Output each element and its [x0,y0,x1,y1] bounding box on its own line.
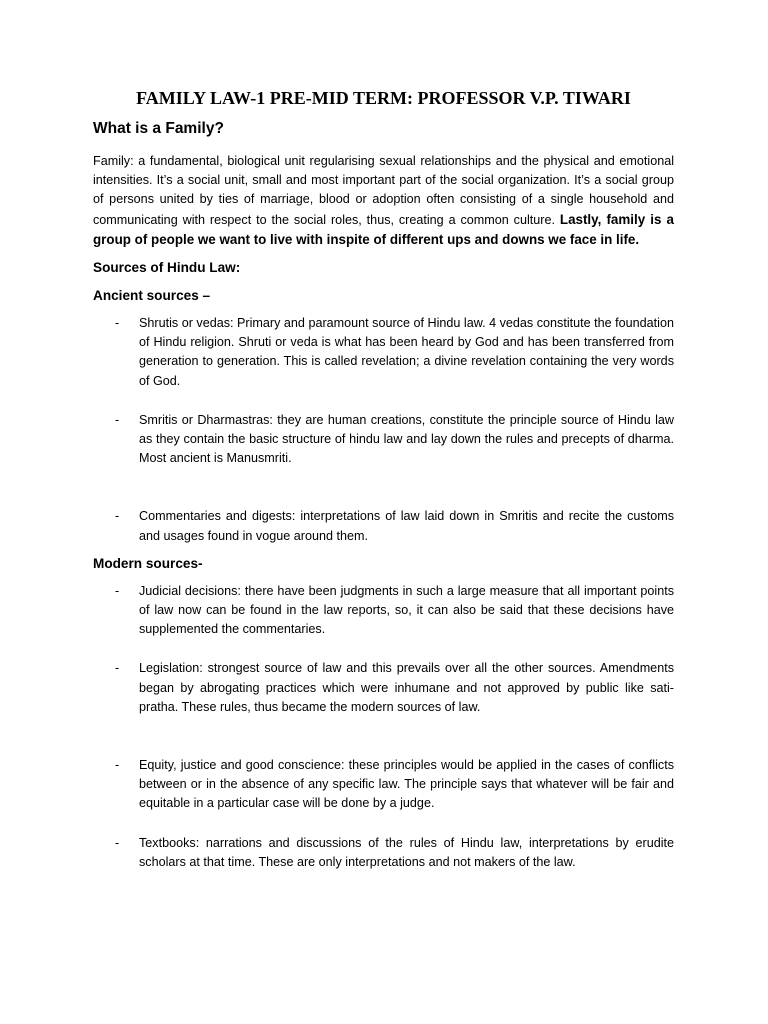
list-item-text: Shrutis or vedas: Primary and paramount source of Hindu law. 4 vedas constitute the foundation of Hindu religion. Shruti or veda is what has been heard by God and has been transferred from generation to generation. This is called revelation; a divine revelation containing the very words of God. [139,316,674,388]
list-item-text: Judicial decisions: there have been judgments in such a large measure that all important points of law now can be found in the law reports, so, it can also be said that these decisions have supplemented the commentaries. [139,583,674,637]
list-item-text: Commentaries and digests: interpretations of law laid down in Smritis and recite the customs and usages found in vogue around them. [139,509,674,543]
document-page [93,86,674,872]
list-item [93,411,674,469]
bullet-dash: - [115,412,120,427]
list-item-text: Textbooks: narrations and discussions of the rules of Hindu law, interpretations by erudite scholars at that time. These are only interpretations and not makers of the law. [139,835,674,869]
ancient-sources-heading: Ancient sources – [93,288,211,304]
bullet-dash: - [115,583,120,598]
bullet-dash: - [115,835,120,850]
list-item [93,314,674,391]
intro-bold-text: Lastly, family is a group of people we want to live with inspite of different ups and downs we face in life. [93,211,674,247]
list-item [93,659,674,717]
section-heading-family: What is a Family? [93,120,224,137]
bullet-dash: - [115,758,120,773]
list-item-text: Smritis or Dharmastras: they are human creations, constitute the principle source of Hindu law as they contain the basic structure of hindu law and lay down the rules and precepts of dharma. Most ancient is Manusmriti. [139,412,674,466]
modern-sources-heading: Modern sources- [93,555,203,571]
modern-sources-list [93,582,674,872]
bullet-dash: - [115,316,120,331]
list-item-text: Legislation: strongest source of law and this prevails over all the other sources. Amendments began by abrogating practices which were inhumane and not approved by public like sati-pratha. These rules, thus became the modern sources of law. [139,661,674,714]
sources-heading: Sources of Hindu Law: [93,260,241,276]
intro-paragraph [93,152,674,250]
list-item [93,834,674,872]
list-item-text: Equity, justice and good conscience: these principles would be applied in the cases of conflicts between or in the absence of any specific law. The principle says that whatever will be fair and equitable in a particular case will be done by a judge. [139,758,674,811]
intro-text: Family: a fundamental, biological unit regularising sexual relationships and the physical and emotional intensities. It’s a social unit, small and most important part of the social organization. It’s a social group of persons united by ties of marriage, blood or adoption often consisting of a single household and communicating with respect to the social roles, thus, creating a common culture. [93,154,674,227]
document-title: FAMILY LAW-1 PRE-MID TERM: PROFESSOR V.P. TIWARI [136,88,631,108]
bullet-dash: - [115,509,120,524]
list-item [93,507,674,545]
list-item [93,582,674,640]
ancient-sources-list [93,314,674,546]
bullet-dash: - [115,661,120,676]
list-item [93,756,674,814]
